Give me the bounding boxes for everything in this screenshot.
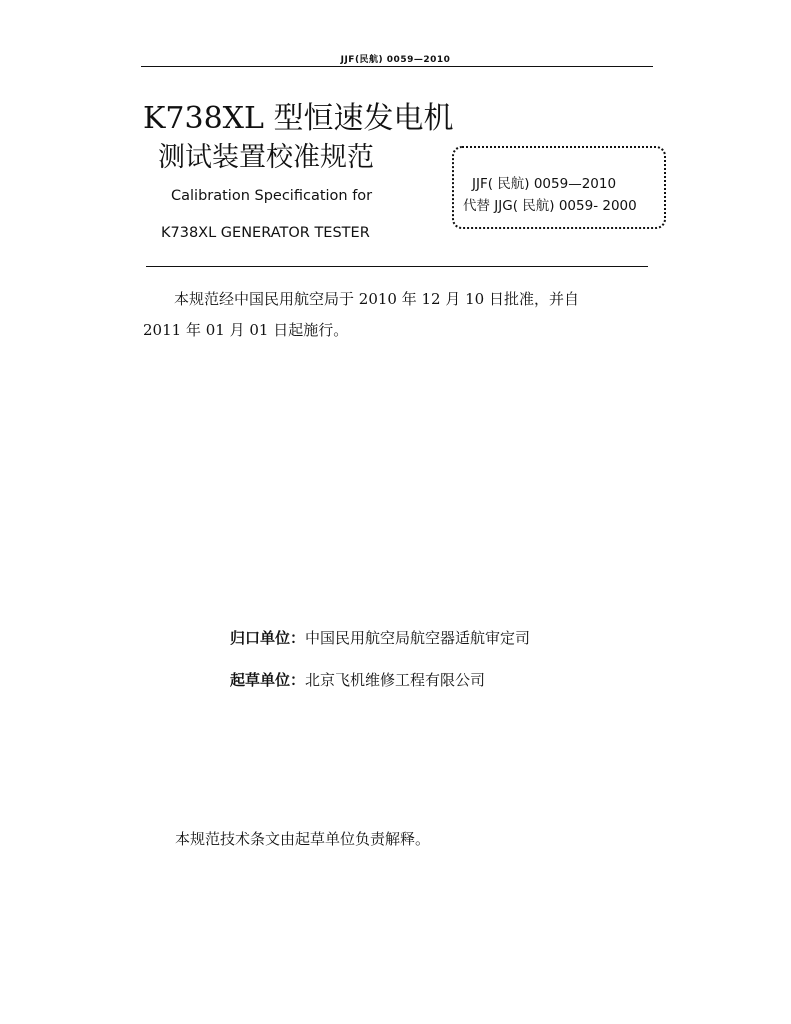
document-title-line2: 测试装置校准规范 [158,142,374,173]
approval-line-2: 2011 年 01 月 01 日起施行。 [143,321,349,339]
body-rule [146,266,648,267]
page-header-code: JJF(民航) 0059—2010 [340,55,451,65]
approval-paragraph [143,284,663,346]
english-title-line1: Calibration Specification for [171,188,373,204]
english-title-line2: K738XL GENERATOR TESTER [161,225,370,241]
responsible-unit-row [230,627,530,648]
responsible-unit-value: 中国民用航空局航空器适航审定司 [305,629,531,647]
interpretation-note: 本规范技术条文由起草单位负责解释。 [175,830,431,848]
replaced-standard-code: 代替 JJG( 民航) 0059- 2000 [463,198,637,214]
drafting-unit-row [230,669,485,690]
standard-code: JJF( 民航) 0059—2010 [472,176,617,192]
approval-line-1: 本规范经中国民用航空局于 2010 年 12 月 10 日批准，并自 [174,290,579,308]
drafting-unit-value: 北京飞机维修工程有限公司 [305,671,486,689]
document-title-line1: K738XL 型恒速发电机 [143,101,454,136]
responsible-unit-label: 归口单位： [230,629,306,647]
header-rule [141,66,653,67]
drafting-unit-label: 起草单位： [230,671,306,689]
